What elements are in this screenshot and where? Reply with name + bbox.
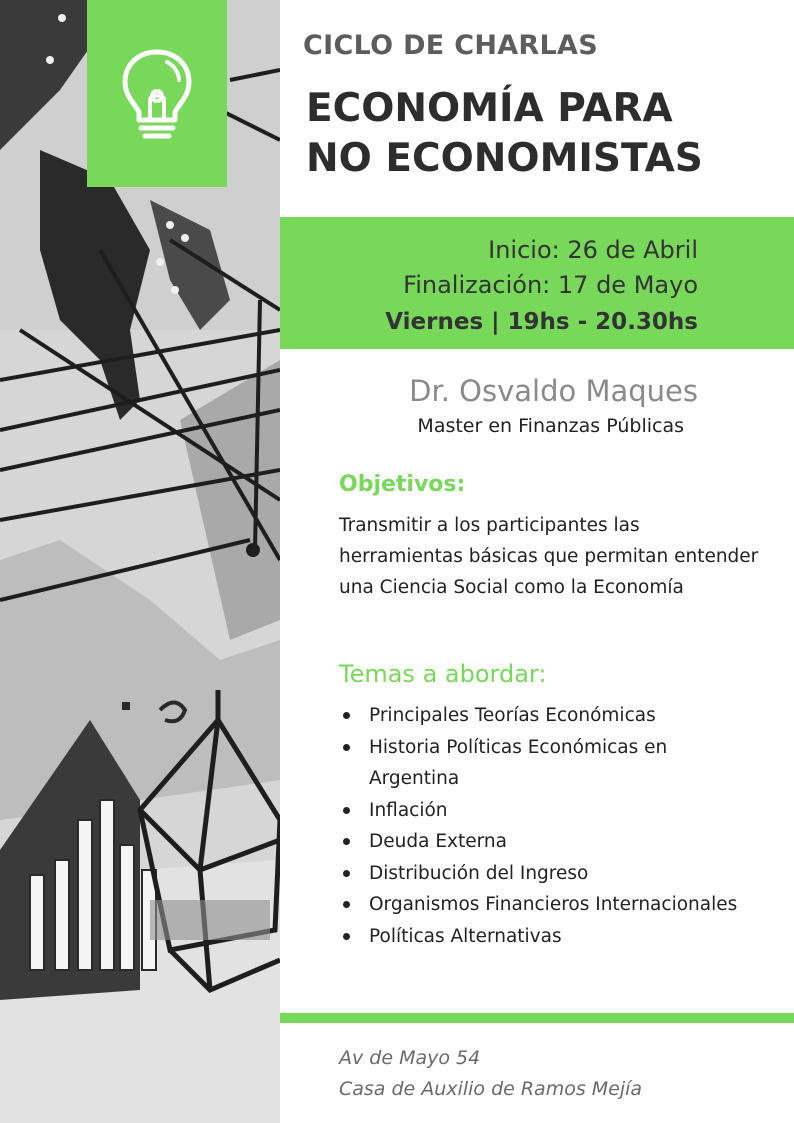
lightbulb-icon (117, 44, 197, 144)
footer-divider (280, 1013, 794, 1023)
topic-label: Deuda Externa (369, 831, 507, 852)
title-line-2: NO ECONOMISTAS (306, 136, 703, 181)
end-date: Finalización: 17 de Mayo (403, 271, 698, 299)
objectives-text: Transmitir a los participantes las herramientas básicas que permitan entender una Ciencia Social como la Economía (339, 515, 759, 598)
objectives-heading: Objetivos: (339, 472, 466, 497)
lightbulb-tile (87, 0, 227, 187)
bullet-icon (343, 807, 350, 814)
bullet-icon (343, 744, 350, 751)
list-item (339, 795, 759, 827)
topic-label: Distribución del Ingreso (369, 862, 589, 884)
list-item (339, 826, 759, 858)
speaker-name: Dr. Osvaldo Maques (409, 374, 698, 408)
topic-label: Inflación (369, 799, 448, 821)
address-line: Av de Mayo 54 (339, 1047, 481, 1069)
session-time: Viernes | 19hs - 20.30hs (385, 309, 698, 335)
list-item (339, 889, 759, 921)
bullet-icon (343, 933, 350, 940)
title-line-1: ECONOMÍA PARA (306, 86, 673, 131)
topic-label: Principales Teorías Económicas (369, 705, 656, 726)
list-item (339, 700, 759, 732)
start-date: Inicio: 26 de Abril (488, 236, 698, 264)
topic-label: Historia Políticas Económicas en Argentina (369, 736, 668, 789)
topic-label: Organismos Financieros Internacionales (369, 894, 738, 915)
bullet-icon (343, 901, 350, 908)
schedule-banner (280, 217, 794, 349)
content-panel (280, 0, 794, 1123)
left-artwork (0, 0, 280, 1123)
speaker-title: Master en Finanzas Públicas (417, 415, 684, 437)
topic-label: Políticas Alternativas (369, 925, 562, 947)
series-label: CICLO DE CHARLAS (303, 30, 598, 61)
topics-list (339, 700, 759, 952)
venue-line: Casa de Auxilio de Ramos Mejía (339, 1078, 643, 1100)
list-item (339, 858, 759, 890)
bullet-icon (343, 870, 350, 877)
bullet-icon (343, 838, 350, 845)
bullet-icon (343, 712, 350, 719)
event-title (306, 84, 786, 184)
list-item (339, 921, 759, 953)
topics-heading: Temas a abordar: (339, 660, 547, 688)
location (339, 1043, 642, 1105)
list-item (339, 732, 759, 795)
